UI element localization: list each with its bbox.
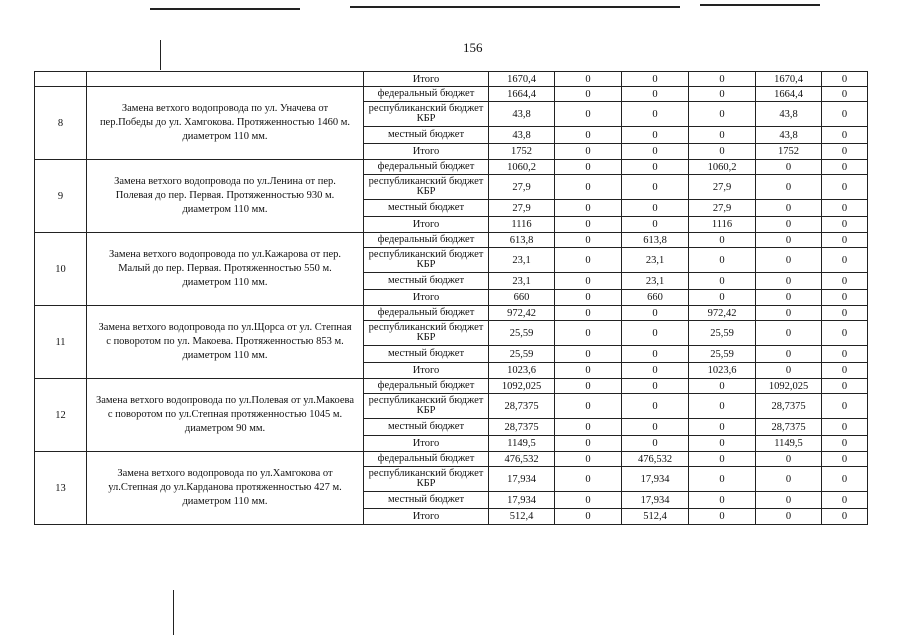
project-description-cell: Замена ветхого водопровода по ул.Полевая от ул.Макоева с поворотом по ул.Степная протяженностью 1045 м. диаметром 90 мм.	[87, 379, 364, 452]
value-cell: 0	[756, 160, 822, 175]
value-cell: 1670,4	[489, 72, 555, 87]
value-cell: 0	[822, 233, 868, 248]
project-description-cell: Замена ветхого водопровода по ул.Кажарова от пер. Малый до пер. Первая. Протяженностью 550 м. диаметром 110 мм.	[87, 233, 364, 306]
value-cell: 0	[756, 321, 822, 346]
value-cell: 0	[555, 72, 622, 87]
value-cell: 0	[822, 436, 868, 452]
funding-source-cell: Итого	[364, 363, 489, 379]
value-cell: 0	[689, 394, 756, 419]
value-cell: 27,9	[689, 175, 756, 200]
value-cell: 660	[622, 290, 689, 306]
value-cell: 17,934	[489, 492, 555, 509]
project-number-cell: 12	[35, 379, 87, 452]
value-cell: 0	[555, 419, 622, 436]
project-number-cell: 11	[35, 306, 87, 379]
value-cell: 0	[555, 394, 622, 419]
value-cell: 23,1	[622, 273, 689, 290]
value-cell: 17,934	[489, 467, 555, 492]
project-number-cell: 8	[35, 87, 87, 160]
value-cell: 512,4	[489, 509, 555, 525]
funding-source-cell: местный бюджет	[364, 273, 489, 290]
value-cell: 0	[689, 87, 756, 102]
value-cell: 43,8	[756, 102, 822, 127]
value-cell: 0	[555, 144, 622, 160]
funding-source-cell: федеральный бюджет	[364, 160, 489, 175]
value-cell: 1149,5	[489, 436, 555, 452]
value-cell: 1670,4	[756, 72, 822, 87]
value-cell: 27,9	[689, 200, 756, 217]
project-description-cell: Замена ветхого водопровода по ул.Щорса от ул. Степная с поворотом по ул. Макоева. Протяженностью 853 м. диаметром 110 мм.	[87, 306, 364, 379]
value-cell: 0	[555, 87, 622, 102]
value-cell: 0	[756, 273, 822, 290]
value-cell: 23,1	[489, 273, 555, 290]
value-cell: 0	[689, 248, 756, 273]
value-cell: 512,4	[622, 509, 689, 525]
value-cell: 1664,4	[489, 87, 555, 102]
value-cell: 1023,6	[689, 363, 756, 379]
value-cell: 0	[756, 248, 822, 273]
value-cell: 0	[555, 306, 622, 321]
value-cell: 0	[822, 346, 868, 363]
value-cell: 0	[555, 379, 622, 394]
scan-artifact-line	[160, 40, 161, 70]
value-cell: 0	[622, 379, 689, 394]
value-cell: 0	[622, 419, 689, 436]
budget-table	[34, 71, 868, 525]
page-number: 156	[463, 40, 483, 55]
value-cell: 0	[555, 509, 622, 525]
value-cell: 25,59	[489, 321, 555, 346]
funding-source-cell: местный бюджет	[364, 492, 489, 509]
value-cell: 27,9	[489, 175, 555, 200]
value-cell: 0	[622, 321, 689, 346]
value-cell: 0	[822, 175, 868, 200]
value-cell: 0	[689, 233, 756, 248]
value-cell: 0	[622, 346, 689, 363]
project-number-cell: 10	[35, 233, 87, 306]
value-cell: 0	[689, 144, 756, 160]
scan-artifact-line	[700, 4, 820, 6]
value-cell: 0	[689, 509, 756, 525]
value-cell: 0	[756, 290, 822, 306]
table-row	[35, 379, 868, 394]
value-cell: 0	[822, 509, 868, 525]
value-cell: 0	[555, 346, 622, 363]
value-cell: 0	[756, 346, 822, 363]
value-cell: 0	[555, 200, 622, 217]
value-cell: 0	[622, 87, 689, 102]
table-row	[35, 72, 868, 87]
funding-source-cell: республиканский бюджет КБР	[364, 175, 489, 200]
funding-source-cell: федеральный бюджет	[364, 87, 489, 102]
value-cell: 0	[622, 144, 689, 160]
value-cell: 0	[822, 379, 868, 394]
value-cell: 1752	[756, 144, 822, 160]
funding-source-cell: республиканский бюджет КБР	[364, 248, 489, 273]
value-cell: 0	[822, 217, 868, 233]
value-cell: 28,7375	[489, 394, 555, 419]
funding-source-cell: Итого	[364, 217, 489, 233]
value-cell: 0	[555, 233, 622, 248]
value-cell: 0	[822, 290, 868, 306]
value-cell: 0	[756, 200, 822, 217]
value-cell: 28,7375	[756, 419, 822, 436]
value-cell: 1092,025	[489, 379, 555, 394]
value-cell: 0	[822, 321, 868, 346]
value-cell: 0	[756, 233, 822, 248]
value-cell: 0	[822, 248, 868, 273]
value-cell: 972,42	[489, 306, 555, 321]
value-cell: 0	[822, 200, 868, 217]
value-cell: 0	[822, 419, 868, 436]
value-cell: 0	[622, 436, 689, 452]
funding-source-cell: местный бюджет	[364, 419, 489, 436]
value-cell: 1752	[489, 144, 555, 160]
value-cell: 28,7375	[756, 394, 822, 419]
value-cell: 0	[555, 127, 622, 144]
value-cell: 0	[622, 217, 689, 233]
value-cell: 972,42	[689, 306, 756, 321]
value-cell: 0	[822, 394, 868, 419]
funding-source-cell: местный бюджет	[364, 127, 489, 144]
value-cell: 1116	[489, 217, 555, 233]
value-cell: 0	[822, 87, 868, 102]
empty-cell	[35, 72, 87, 87]
value-cell: 1023,6	[489, 363, 555, 379]
value-cell: 0	[622, 102, 689, 127]
funding-source-cell: местный бюджет	[364, 200, 489, 217]
value-cell: 0	[756, 492, 822, 509]
funding-source-cell: республиканский бюджет КБР	[364, 467, 489, 492]
value-cell: 0	[555, 492, 622, 509]
scan-artifact-line	[350, 6, 680, 8]
value-cell: 25,59	[689, 321, 756, 346]
funding-source-cell: федеральный бюджет	[364, 379, 489, 394]
value-cell: 0	[756, 306, 822, 321]
value-cell: 0	[555, 160, 622, 175]
funding-source-cell: Итого	[364, 144, 489, 160]
value-cell: 17,934	[622, 467, 689, 492]
value-cell: 0	[622, 72, 689, 87]
funding-source-cell: Итого	[364, 72, 489, 87]
value-cell: 23,1	[489, 248, 555, 273]
value-cell: 0	[622, 306, 689, 321]
value-cell: 613,8	[622, 233, 689, 248]
table-body	[35, 72, 868, 525]
value-cell: 0	[689, 436, 756, 452]
funding-source-cell: Итого	[364, 509, 489, 525]
value-cell: 0	[555, 102, 622, 127]
value-cell: 0	[622, 363, 689, 379]
value-cell: 0	[689, 492, 756, 509]
value-cell: 0	[555, 467, 622, 492]
value-cell: 0	[822, 273, 868, 290]
value-cell: 0	[555, 363, 622, 379]
value-cell: 660	[489, 290, 555, 306]
value-cell: 0	[756, 175, 822, 200]
value-cell: 0	[822, 467, 868, 492]
value-cell: 0	[689, 467, 756, 492]
value-cell: 0	[689, 127, 756, 144]
value-cell: 25,59	[489, 346, 555, 363]
value-cell: 0	[689, 273, 756, 290]
value-cell: 0	[822, 102, 868, 127]
value-cell: 27,9	[489, 200, 555, 217]
value-cell: 0	[822, 452, 868, 467]
value-cell: 23,1	[622, 248, 689, 273]
value-cell: 0	[756, 217, 822, 233]
funding-source-cell: республиканский бюджет КБР	[364, 321, 489, 346]
value-cell: 0	[689, 72, 756, 87]
value-cell: 0	[689, 419, 756, 436]
value-cell: 613,8	[489, 233, 555, 248]
value-cell: 0	[622, 394, 689, 419]
funding-source-cell: федеральный бюджет	[364, 233, 489, 248]
value-cell: 0	[622, 127, 689, 144]
funding-source-cell: Итого	[364, 290, 489, 306]
funding-source-cell: местный бюджет	[364, 346, 489, 363]
project-description-cell: Замена ветхого водопровода по ул. Уначева от пер.Победы до ул. Хамгокова. Протяженностью 1460 м. диаметром 110 мм.	[87, 87, 364, 160]
value-cell: 0	[689, 102, 756, 127]
value-cell: 25,59	[689, 346, 756, 363]
funding-source-cell: республиканский бюджет КБР	[364, 394, 489, 419]
value-cell: 0	[822, 72, 868, 87]
project-number-cell: 9	[35, 160, 87, 233]
value-cell: 28,7375	[489, 419, 555, 436]
value-cell: 0	[689, 290, 756, 306]
value-cell: 43,8	[489, 102, 555, 127]
value-cell: 0	[555, 452, 622, 467]
table-row	[35, 87, 868, 102]
value-cell: 0	[822, 127, 868, 144]
value-cell: 0	[555, 248, 622, 273]
value-cell: 1092,025	[756, 379, 822, 394]
table-row	[35, 233, 868, 248]
value-cell: 0	[555, 321, 622, 346]
project-number-cell: 13	[35, 452, 87, 525]
value-cell: 1060,2	[689, 160, 756, 175]
scan-artifact-line	[150, 8, 300, 10]
value-cell: 43,8	[489, 127, 555, 144]
funding-source-cell: федеральный бюджет	[364, 306, 489, 321]
value-cell: 0	[689, 452, 756, 467]
value-cell: 0	[555, 217, 622, 233]
funding-source-cell: федеральный бюджет	[364, 452, 489, 467]
value-cell: 0	[756, 467, 822, 492]
value-cell: 0	[622, 160, 689, 175]
value-cell: 1664,4	[756, 87, 822, 102]
table-row	[35, 160, 868, 175]
value-cell: 0	[622, 175, 689, 200]
value-cell: 0	[822, 144, 868, 160]
value-cell: 0	[555, 175, 622, 200]
value-cell: 17,934	[622, 492, 689, 509]
empty-cell	[87, 72, 364, 87]
value-cell: 0	[555, 290, 622, 306]
funding-source-cell: республиканский бюджет КБР	[364, 102, 489, 127]
project-description-cell: Замена ветхого водопровода по ул.Ленина от пер. Полевая до пер. Первая. Протяженностью 930 м. диаметром 110 мм.	[87, 160, 364, 233]
scan-artifact-line	[173, 590, 174, 635]
value-cell: 0	[822, 160, 868, 175]
value-cell: 1116	[689, 217, 756, 233]
value-cell: 0	[689, 379, 756, 394]
value-cell: 0	[822, 306, 868, 321]
funding-source-cell: Итого	[364, 436, 489, 452]
value-cell: 476,532	[489, 452, 555, 467]
value-cell: 1149,5	[756, 436, 822, 452]
value-cell: 43,8	[756, 127, 822, 144]
value-cell: 0	[622, 200, 689, 217]
value-cell: 1060,2	[489, 160, 555, 175]
project-description-cell: Замена ветхого водопровода по ул.Хамгокова от ул.Степная до ул.Карданова протяженностью 427 м. диаметром 110 мм.	[87, 452, 364, 525]
value-cell: 0	[756, 363, 822, 379]
value-cell: 0	[756, 509, 822, 525]
value-cell: 0	[555, 273, 622, 290]
value-cell: 0	[822, 492, 868, 509]
value-cell: 0	[822, 363, 868, 379]
table-row	[35, 452, 868, 467]
value-cell: 476,532	[622, 452, 689, 467]
value-cell: 0	[555, 436, 622, 452]
value-cell: 0	[756, 452, 822, 467]
table-row	[35, 306, 868, 321]
